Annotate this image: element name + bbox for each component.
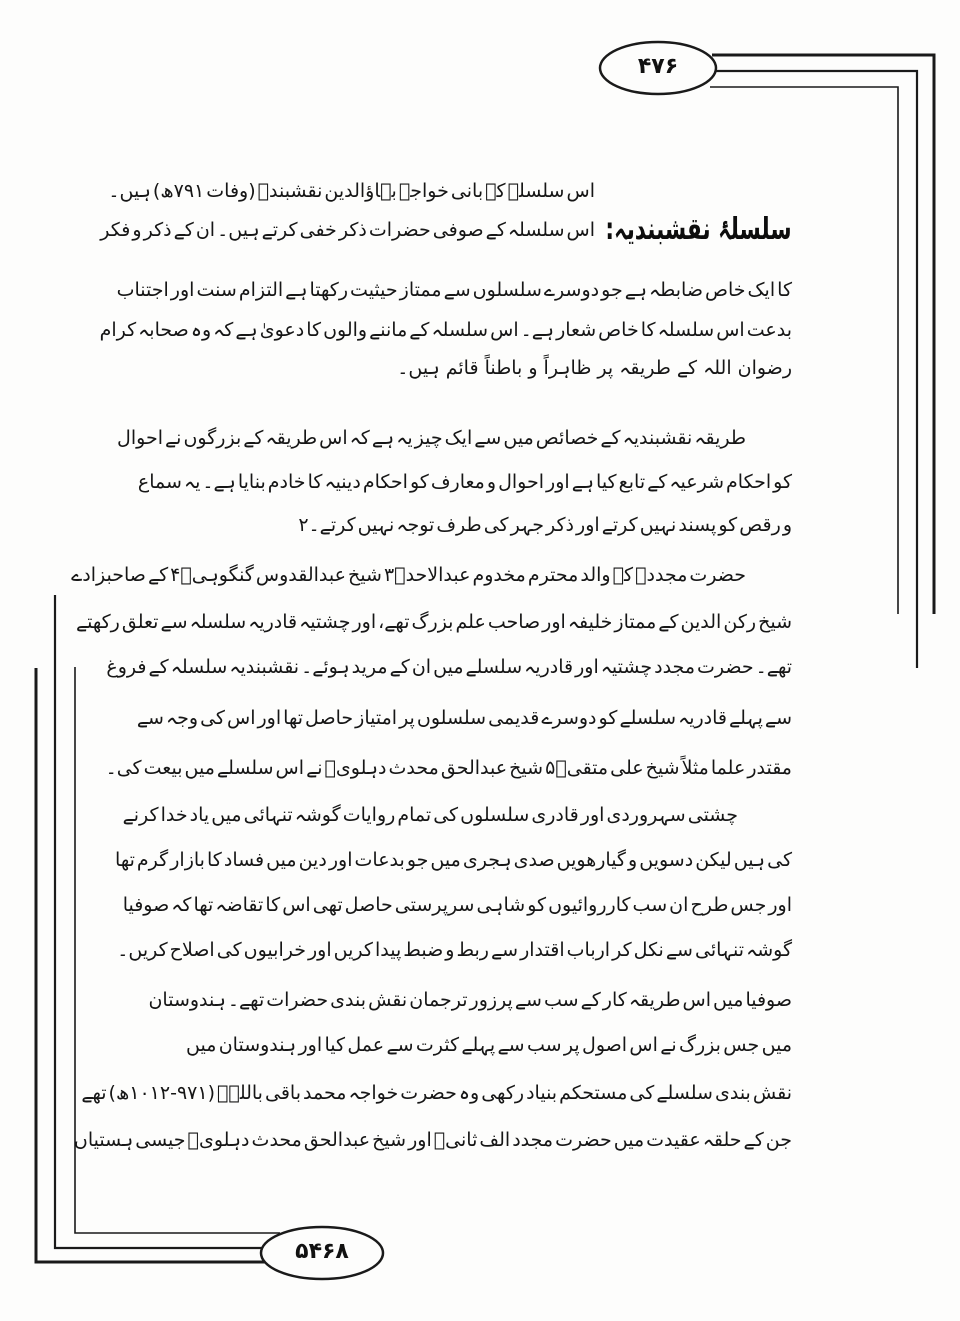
text-line: گوشہ تنہائی سے نکل کر ارباب اقتدار سے ربط و ضبط پیدا کریں اور خرابیوں کی اصلاح کریں۔	[117, 939, 792, 961]
text-line: طریقہ نقشبندیہ کے خصائص میں سے ایک چیز یہ ہے کہ اس طریقہ کے بزرگوں نے احوال	[117, 427, 746, 449]
text-line: صوفیا میں اس طریقہ کار کے سب سے پرزور ترجمان نقش بندی حضرات تھے۔ ہندوستان	[148, 989, 792, 1011]
text-line: اور جس طرح ان سب کارروائیوں کو شاہی سرپرستی حاصل تھی اس کا تقاضہ تھا کہ صوفیا	[122, 894, 792, 916]
text-line: نقش بندی سلسلے کی مستحکم بنیاد رکھی وہ حضرت خواجہ محمد باقی باللہؒ (۹۷۱-۱۰۱۲ھ) تھے	[81, 1082, 792, 1104]
text-line: سے پہلے قادریہ سلسلے کو دوسرے قدیمی سلسلوں پر امتیاز حاصل تھا اور اس کی وجہ سے	[136, 707, 792, 729]
text-line: کو احکام شرعیہ کے تابع کیا ہے اور احوال و معارف کو احکام دینیہ کا خادم بنایا ہے۔ یہ سماع	[137, 471, 792, 493]
text-line: و رقص کو پسند نہیں کرتے اور ذکر جہر کی طرف توجہ نہیں کرتے۔۲	[298, 514, 792, 536]
text-line: چشتی سہروردی اور قادری سلسلوں کی تمام روایات گوشہ تنہائی میں یاد خدا کرنے	[122, 804, 738, 826]
text-line: اس سلسلہ کے صوفی حضرات ذکر خفی کرتے ہیں۔ ان کے ذکر و فکر	[100, 219, 595, 241]
text-line: مقتدر علما مثلاً شیخ علی متقیؒ۵ شیخ عبدالحق محدث دہلویؒ نے اس سلسلے میں بیعت کی۔	[105, 757, 792, 779]
text-line: کی ہیں لیکن دسویں و گیارھویں صدی ہجری میں جو بدعات اور دین میں فساد کا بازار گرم تھا	[115, 849, 792, 871]
text-line: کا ایک خاص ضابطہ ہے جو دوسرے سلسلوں سے ممتاز حیثیت رکھتا ہے التزام سنت اور اجتناب	[116, 279, 792, 301]
text-line: رضوان اللہ کے طریقہ پر ظاہراً و باطناً قائم ہیں۔	[397, 357, 792, 379]
text-line: میں جس بزرگ نے اس اصول پر سب سے پہلے کثرت سے عمل کیا اور ہندوستان میں	[186, 1034, 792, 1056]
bottom-page-number: ۵۴۶۸	[295, 1239, 349, 1264]
text-line: حضرت مجددؒ کے والد محترم مخدوم عبدالاحدؒ۳ شیخ عبدالقدوس گنگوہیؒ۴ کے صاحبزادے	[71, 564, 746, 586]
text-line: تھے۔ حضرت مجدد چشتیہ اور قادریہ سلسلے میں ان کے مرید ہوئے۔ نقشبندیہ سلسلہ کے فروغ	[106, 656, 792, 678]
section-heading: سلسلۂ نقشبندیہ:	[605, 212, 792, 247]
top-page-number: ۴۷۶	[637, 54, 679, 79]
text-line: شیخ رکن الدین کے ممتاز خلیفہ اور صاحب علم بزرگ تھے، اور چشتیہ قادریہ سلسلہ سے تعلق رکھتے	[75, 611, 792, 633]
text-line: بدعت اس سلسلہ کا خاص شعار ہے۔ اس سلسلہ کے ماننے والوں کا دعویٰ ہے کہ وہ صحابہ کرام	[99, 319, 792, 341]
text-line: جن کے حلقہ عقیدت میں حضرت مجدد الف ثانیؒ اور شیخ عبدالحق محدث دہلویؒ جیسی ہستیاں	[73, 1129, 792, 1151]
text-line: اس سلسلہ کے بانی خواجہ بہاؤالدین نقشبندؒ (وفات ۷۹۱ھ) ہیں۔	[108, 180, 595, 202]
